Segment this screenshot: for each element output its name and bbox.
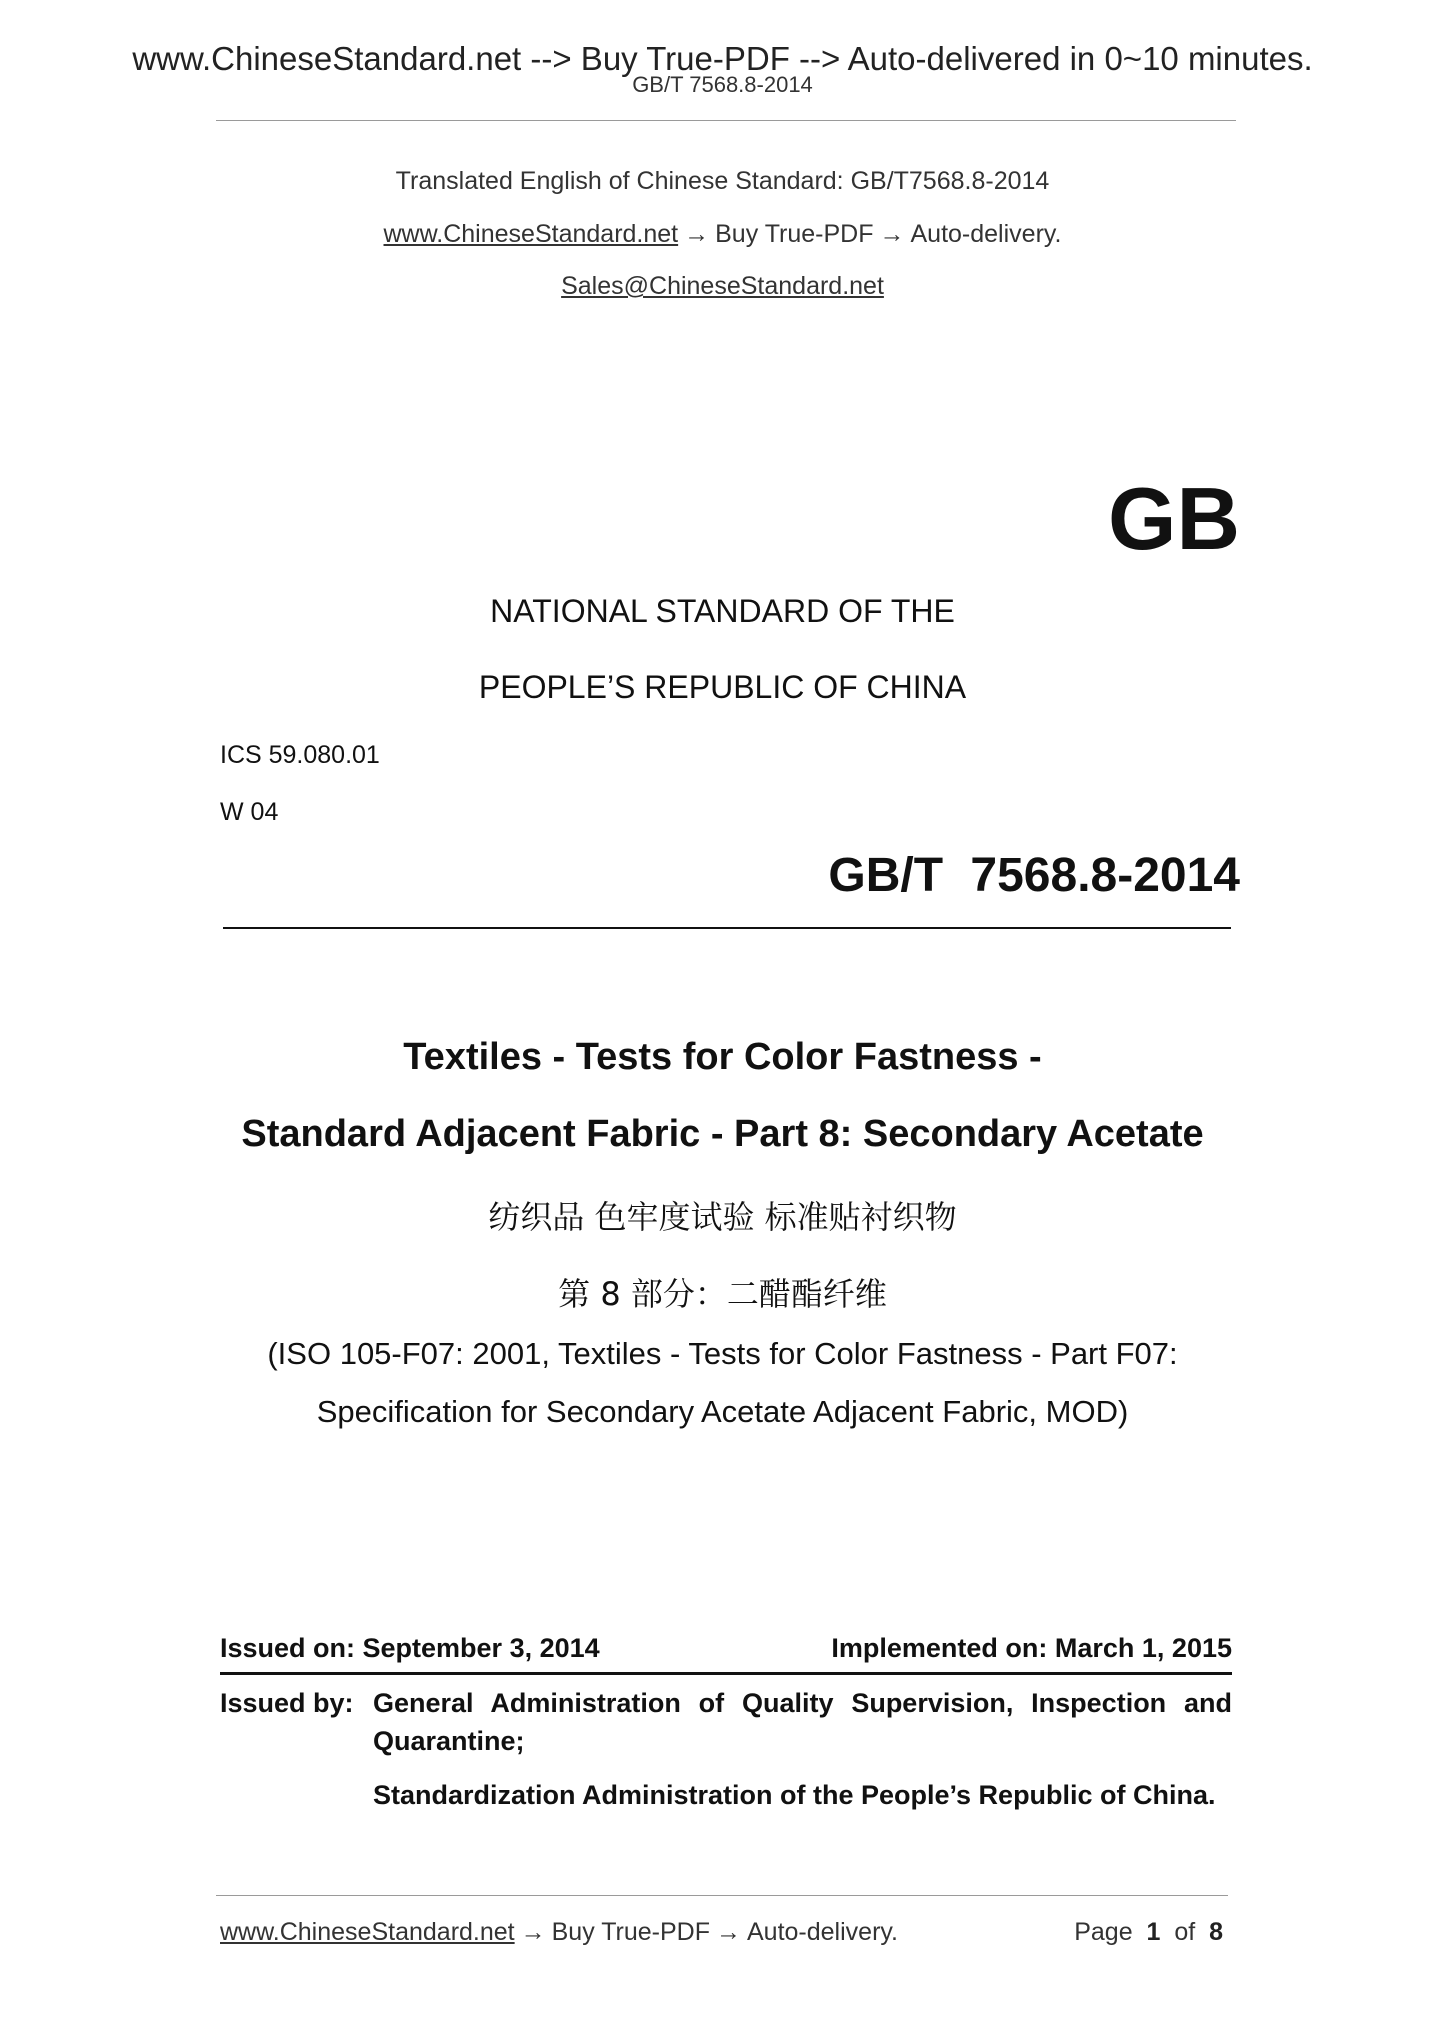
footer-site-link[interactable]: www.ChineseStandard.net [220,1918,515,1946]
header-standard-code: GB/T 7568.8-2014 [632,72,813,97]
header-divider [216,120,1236,121]
sales-email-link[interactable]: Sales@ChineseStandard.net [561,272,884,300]
footer-buy-text: Buy True-PDF [551,1918,710,1946]
arrow-right-icon: → [684,220,710,248]
issuer-1-line-b: Quarantine; [373,1726,525,1756]
standard-number: GB/T 7568.8-2014 [828,849,1240,902]
gb-mark: GB [1108,469,1240,568]
implemented-on-date: Implemented on: March 1, 2015 [831,1633,1232,1663]
footer-divider [216,1895,1228,1896]
top-banner: www.ChineseStandard.net --> Buy True-PDF --> Auto-delivered in 0~10 minutes. [132,40,1313,77]
title-line2: Standard Adjacent Fabric - Part 8: Secondary Acetate [241,1113,1204,1155]
chinese-title-line1: 纺织品 色牢度试验 标准贴衬织物 [488,1198,957,1236]
title-divider [223,927,1231,929]
iso-reference-line2: Specification for Secondary Acetate Adjacent Fabric, MOD) [316,1394,1129,1429]
footer-delivery-text: Auto-delivery. [747,1918,898,1946]
arrow-right-icon: → [716,1918,741,1946]
arrow-right-icon: → [520,1918,546,1946]
issue-divider [220,1672,1232,1675]
page-total: 8 [1209,1918,1223,1946]
issued-on-date: Issued on: September 3, 2014 [220,1633,600,1663]
page-of: of [1174,1918,1196,1946]
purchase-line [0,220,1445,249]
translation-notice: Translated English of Chinese Standard: GB/T7568.8-2014 [395,167,1050,195]
ics-code: ICS 59.080.01 [220,741,380,769]
national-standard-line1: NATIONAL STANDARD OF THE [490,593,955,629]
email-line [0,272,1445,301]
arrow-right-icon: → [879,220,905,248]
iso-reference-line1: (ISO 105-F07: 2001, Textiles - Tests for Color Fastness - Part F07: [267,1336,1178,1371]
page-label: Page [1074,1918,1133,1946]
national-standard-line2: PEOPLE’S REPUBLIC OF CHINA [478,669,967,705]
page-current: 1 [1146,1918,1161,1946]
issue-dates-row [220,1633,1232,1664]
ccs-code: W 04 [220,798,279,826]
issued-by-label: Issued by: [220,1688,354,1718]
site-link[interactable]: www.ChineseStandard.net [383,220,679,248]
page-number [1074,1918,1223,1947]
auto-delivery-text: Auto-delivery. [910,220,1062,248]
issued-by-block [220,1684,1232,1814]
chinese-title-line2: 第 8 部分：二醋酯纤维 [558,1275,887,1313]
issuer-2: Standardization Administration of the People’s Republic of China. [373,1780,1216,1810]
buy-true-pdf-text: Buy True-PDF [715,220,874,248]
footer-purchase-line [220,1918,898,1947]
title-line1: Textiles - Tests for Color Fastness - [403,1036,1042,1078]
issuer-1-line-a: General Administration of Quality Supervision, Inspection and [373,1688,1232,1718]
